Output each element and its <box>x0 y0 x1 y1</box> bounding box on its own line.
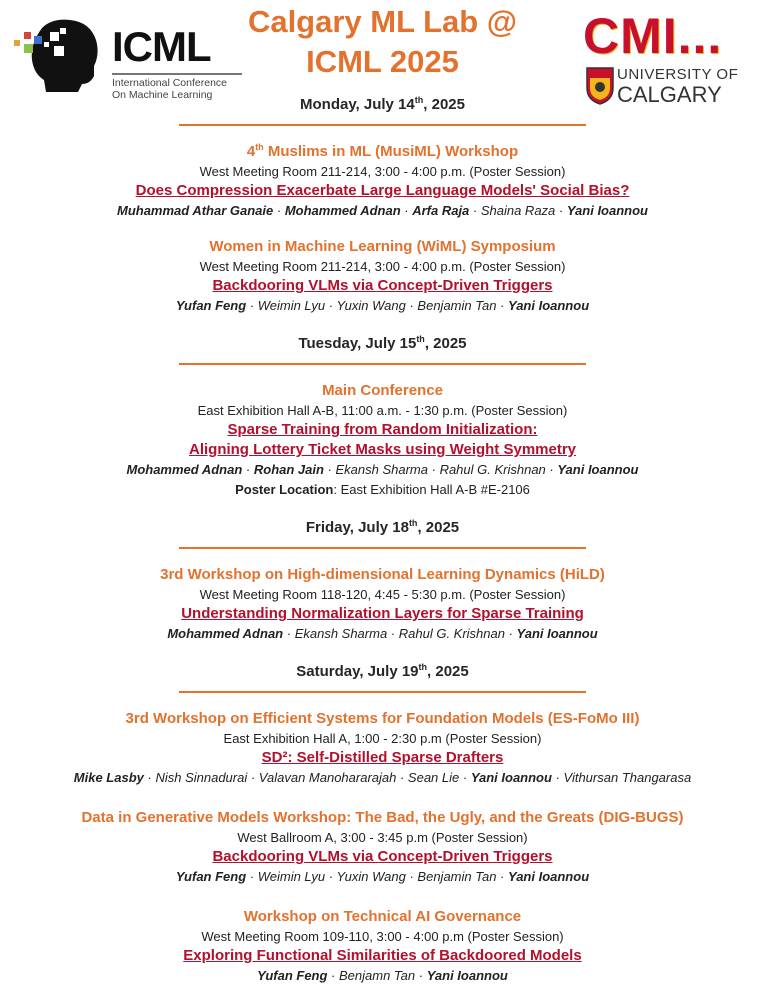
author-separator: · <box>325 869 337 884</box>
day-year: , 2025 <box>427 663 469 680</box>
event-name-text: Main Conference <box>322 382 443 399</box>
icml-logo-sub2: On Machine Learning <box>112 89 213 101</box>
author-list <box>0 296 765 316</box>
author-separator: · <box>323 462 336 477</box>
event-name <box>0 808 765 828</box>
event-name <box>0 237 765 257</box>
event-name-text: Women in Machine Learning (WiML) Symposium <box>209 238 556 255</box>
day-divider <box>179 691 586 693</box>
day-divider <box>179 124 586 126</box>
author-name: Mike Lasby <box>73 770 144 785</box>
author-name: Yani Ioannou <box>516 626 598 641</box>
day-header <box>0 94 765 116</box>
event <box>0 808 765 887</box>
author-separator: · <box>325 298 337 313</box>
day-date: Monday, July 14 <box>300 96 415 113</box>
day-section <box>0 517 765 644</box>
event-location: West Ballroom A, 3:00 - 3:45 p.m (Poster Session) <box>237 830 528 845</box>
author-separator: · <box>555 203 567 218</box>
author-separator: · <box>273 203 285 218</box>
author-name: Mohammed Adnan <box>167 626 284 641</box>
author-name: Rahul G. Krishnan <box>398 626 505 641</box>
event-name <box>0 907 765 927</box>
paper-title-link[interactable]: Sparse Training from Random Initialization: <box>227 421 538 438</box>
event-name-text: Data in Generative Models Workshop: The Bad, the Ugly, and the Greats (DIG-BUGS) <box>81 809 684 826</box>
author-separator: · <box>247 770 259 785</box>
author-list <box>0 624 765 644</box>
paper-title-link[interactable]: Exploring Functional Similarities of Backdoored Models <box>183 947 582 964</box>
uc-line-2: CALGARY <box>617 82 722 107</box>
author-name: Yufan Feng <box>257 968 328 983</box>
day-date-suffix: th <box>418 662 428 672</box>
author-name: Vithursan Thangarasa <box>563 770 692 785</box>
event <box>0 709 765 788</box>
author-separator: · <box>459 770 471 785</box>
paper-title-link[interactable]: Backdooring VLMs via Concept-Driven Triggers <box>212 277 553 294</box>
day-header <box>0 517 765 539</box>
author-name: Muhammad Athar Ganaie <box>116 203 274 218</box>
schedule <box>0 94 765 986</box>
event-name-text: Workshop on Technical AI Governance <box>243 908 522 925</box>
author-name: Rohan Jain <box>253 462 324 477</box>
day-header <box>0 661 765 683</box>
author-separator: · <box>551 770 564 785</box>
event <box>0 237 765 316</box>
event-name-suffix: th <box>255 142 264 152</box>
cmi-logo-text: CMI... <box>583 8 723 64</box>
event-location: East Exhibition Hall A-B, 11:00 a.m. - 1:30 p.m. (Poster Session) <box>197 403 568 418</box>
author-name: Valavan Manohararajah <box>258 770 397 785</box>
author-separator: · <box>496 869 508 884</box>
author-list <box>0 867 765 887</box>
author-name: Yani Ioannou <box>557 462 639 477</box>
author-separator: · <box>387 626 399 641</box>
event-name-text: 3rd Workshop on High-dimensional Learning Dynamics (HiLD) <box>160 566 605 583</box>
icml-logo-sub1: International Conference <box>112 77 227 89</box>
author-name: Weimin Lyu <box>257 298 326 313</box>
event-location: West Meeting Room 118-120, 4:45 - 5:30 p.m. (Poster Session) <box>199 587 566 602</box>
event <box>0 565 765 644</box>
icml-logo <box>12 14 232 101</box>
author-separator: · <box>143 770 156 785</box>
author-name: Shaina Raza <box>480 203 556 218</box>
author-separator: · <box>415 968 427 983</box>
author-name: Nish Sinnadurai <box>155 770 248 785</box>
day-date: Saturday, July 19 <box>296 663 419 680</box>
paper-title-link[interactable]: Does Compression Exacerbate Large Language Models' Social Bias? <box>135 182 630 199</box>
event-name <box>0 381 765 401</box>
author-name: Yufan Feng <box>175 298 247 313</box>
author-separator: · <box>545 462 558 477</box>
day-date: Tuesday, July 15 <box>298 335 417 352</box>
day-date-suffix: th <box>414 95 424 105</box>
day-date: Friday, July 18 <box>305 519 409 536</box>
event-location: East Exhibition Hall A, 1:00 - 2:30 p.m (Poster Session) <box>223 731 542 746</box>
poster-location <box>0 480 765 500</box>
author-list <box>0 460 765 480</box>
author-separator: · <box>283 626 295 641</box>
author-separator: · <box>246 298 258 313</box>
author-name: Mohammed Adnan <box>126 462 243 477</box>
day-header <box>0 333 765 355</box>
author-separator: · <box>405 298 418 313</box>
paper-title-link[interactable]: Aligning Lottery Ticket Masks using Weight Symmetry <box>188 441 577 458</box>
author-name: Yani Ioannou <box>566 203 648 218</box>
author-separator: · <box>469 203 481 218</box>
day-section <box>0 661 765 986</box>
day-section <box>0 94 765 316</box>
poster-location-value: : East Exhibition Hall A-B #E-2106 <box>333 482 530 497</box>
day-divider <box>179 363 586 365</box>
title-line-1: Calgary ML Lab @ <box>247 4 518 39</box>
icml-head-icon <box>12 14 112 94</box>
icml-logo-word: ICML <box>112 23 211 70</box>
poster-location-label: Poster Location <box>235 482 334 497</box>
page-title <box>200 2 565 82</box>
author-name: Benjamin Tan <box>417 869 497 884</box>
author-name: Yufan Feng <box>175 869 247 884</box>
day-date-suffix: th <box>416 334 425 344</box>
event-location: West Meeting Room 211-214, 3:00 - 4:00 p.m. (Poster Session) <box>199 164 566 179</box>
uc-line-1: UNIVERSITY OF <box>617 66 739 83</box>
paper-title-link[interactable]: SD²: Self-Distilled Sparse Drafters <box>261 749 504 766</box>
author-name: Rahul G. Krishnan <box>439 462 546 477</box>
event <box>0 907 765 986</box>
day-date-suffix: th <box>408 518 418 528</box>
author-name: Benjamin Tan <box>417 298 497 313</box>
event-location: West Meeting Room 109-110, 3:00 - 4:00 p.m (Poster Session) <box>201 929 564 944</box>
event-name-text: 3rd Workshop on Efficient Systems for Foundation Models (ES-FoMo III) <box>125 710 640 727</box>
author-name: Arfa Raja <box>412 203 470 218</box>
author-separator: · <box>405 869 418 884</box>
paper-title-link[interactable]: Backdooring VLMs via Concept-Driven Triggers <box>212 848 553 865</box>
author-name: Yani Ioannou <box>508 298 590 313</box>
author-separator: · <box>246 869 258 884</box>
event-name-text: Muslims in ML (MusiML) Workshop <box>263 143 519 160</box>
author-name: Sean Lie <box>407 770 460 785</box>
author-name: Yani Ioannou <box>426 968 508 983</box>
author-separator: · <box>400 203 413 218</box>
day-year: , 2025 <box>417 519 460 536</box>
day-year: , 2025 <box>423 96 465 113</box>
event-location: West Meeting Room 211-214, 3:00 - 4:00 p.m. (Poster Session) <box>199 259 566 274</box>
author-separator: · <box>242 462 254 477</box>
author-list <box>0 768 765 788</box>
author-name: Ekansh Sharma <box>335 462 428 477</box>
event <box>0 381 765 500</box>
day-divider <box>179 547 586 549</box>
author-name: Benjamn Tan <box>339 968 416 983</box>
author-list <box>0 201 765 221</box>
author-name: Mohammed Adnan <box>284 203 401 218</box>
author-name: Yani Ioannou <box>508 869 590 884</box>
author-name: Yani Ioannou <box>470 770 552 785</box>
paper-title-link[interactable]: Understanding Normalization Layers for Sparse Training <box>181 605 584 622</box>
author-list <box>0 966 765 986</box>
title-line-2: ICML 2025 <box>306 44 459 79</box>
event-name <box>0 709 765 729</box>
author-name: Yuxin Wang <box>336 298 406 313</box>
author-separator: · <box>496 298 508 313</box>
author-separator: · <box>327 968 339 983</box>
event <box>0 142 765 221</box>
author-separator: · <box>396 770 408 785</box>
cmi-logo <box>583 8 753 108</box>
event-name <box>0 142 765 162</box>
event-name-number: 4 <box>246 143 256 160</box>
author-separator: · <box>504 626 517 641</box>
author-name: Weimin Lyu <box>257 869 326 884</box>
author-name: Ekansh Sharma <box>294 626 388 641</box>
author-name: Yuxin Wang <box>336 869 406 884</box>
author-separator: · <box>428 462 440 477</box>
day-section <box>0 333 765 500</box>
event-name <box>0 565 765 585</box>
day-year: , 2025 <box>424 335 467 352</box>
